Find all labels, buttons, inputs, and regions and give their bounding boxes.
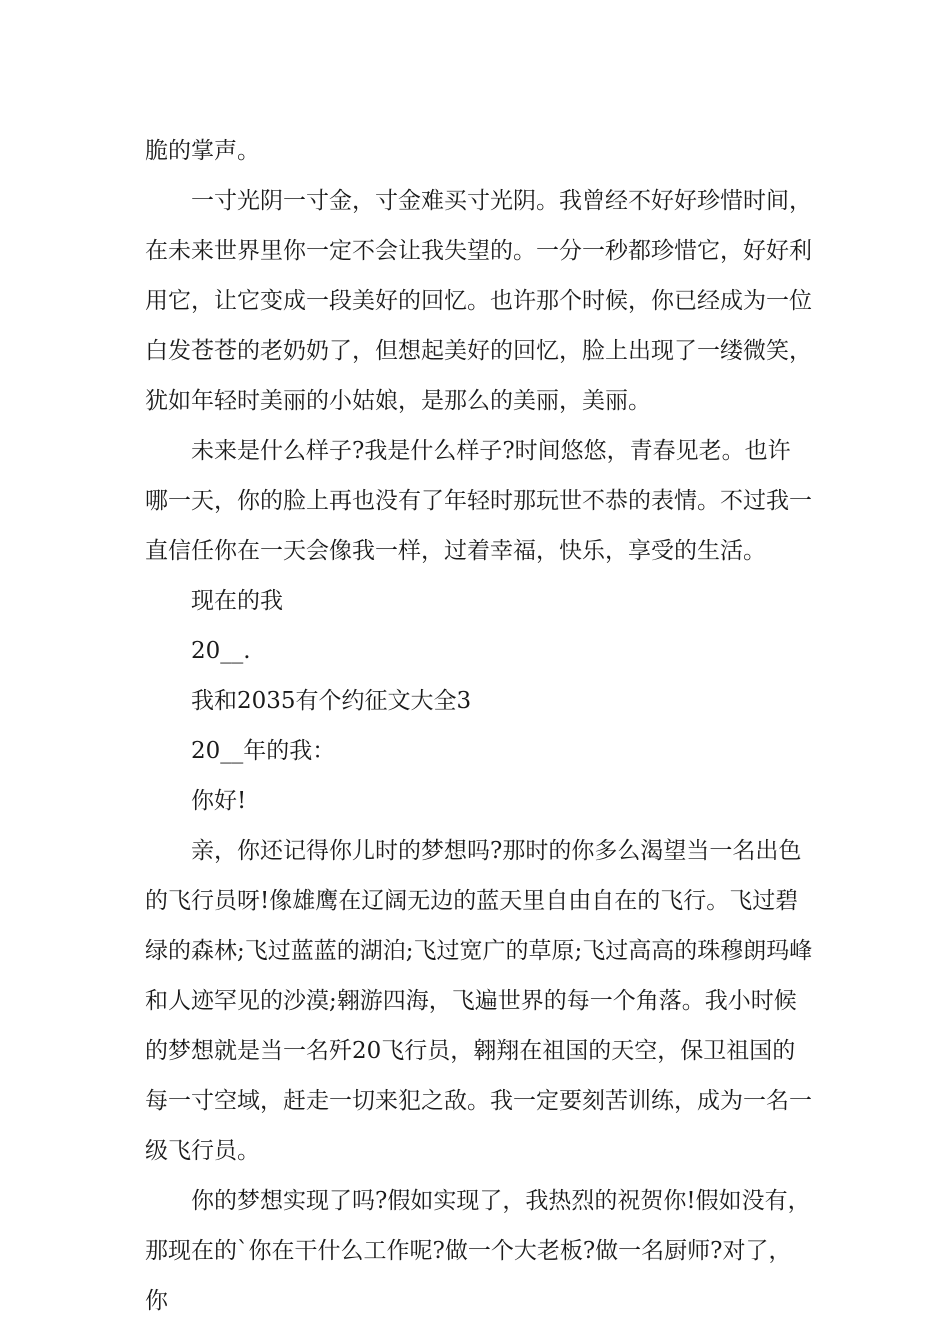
- paragraph: 一寸光阴一寸金，寸金难买寸光阴。我曾经不好好珍惜时间，在未来世界里你一定不会让我失望的。一分一秒都珍惜它，好好利用它，让它变成一段美好的回忆。也许那个时候，你已经成为一位白发苍苍的老奶奶了，但想起美好的回忆，脸上出现了一缕微笑，犹如年轻时美丽的小姑娘，是那么的美丽，美丽。: [145, 188, 812, 414]
- document-body: [145, 126, 813, 1326]
- section-title: 我和2035有个约征文大全3: [191, 688, 472, 714]
- date-line: 20__.: [191, 638, 251, 664]
- salutation: 20__年的我：: [191, 738, 336, 764]
- greeting: 你好!: [191, 788, 247, 814]
- paragraph: 你的梦想实现了吗?假如实现了，我热烈的祝贺你!假如没有，那现在的`你在干什么工作呢?做一个大老板?做一名厨师?对了，你: [145, 1188, 811, 1314]
- paragraph: 未来是什么样子?我是什么样子?时间悠悠，青春见老。也许哪一天，你的脸上再也没有了年轻时那玩世不恭的表情。不过我一直信任你在一天会像我一样，过着幸福，快乐，享受的生活。: [145, 438, 812, 564]
- paragraph: 脆的掌声。: [145, 138, 260, 164]
- signature-line: 现在的我: [191, 588, 283, 614]
- paragraph: 亲，你还记得你儿时的梦想吗?那时的你多么渴望当一名出色的飞行员呀!像雄鹰在辽阔无边的蓝天里自由自在的飞行。飞过碧绿的森林;飞过蓝蓝的湖泊;飞过宽广的草原;飞过高高的珠穆朗玛峰和人迹罕见的沙漠;翱游四海，飞遍世界的每一个角落。我小时候的梦想就是当一名歼20飞行员，翱翔在祖国的天空，保卫祖国的每一寸空域，赶走一切来犯之敌。我一定要刻苦训练，成为一名一级飞行员。: [145, 838, 813, 1164]
